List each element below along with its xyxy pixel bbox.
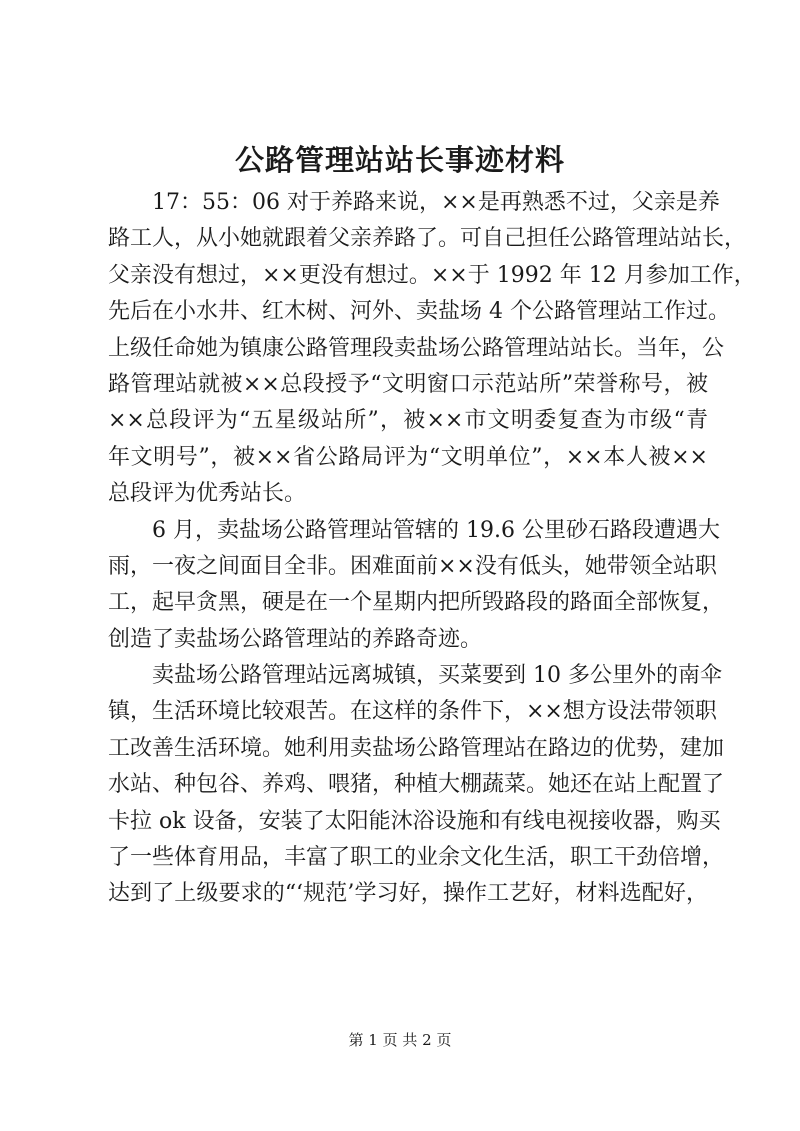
text-line: 雨，一夜之间面目全非。困难面前××没有低头，她带领全站职 bbox=[108, 553, 717, 579]
text-line: 路管理站就被××总段授予“文明窗口示范站所”荣誉称号，被 bbox=[108, 371, 708, 397]
text-line: 达到了上级要求的“‘规范’学习好，操作工艺好，材料选配好， bbox=[108, 881, 708, 907]
document-title: 公路管理站站长事迹材料 bbox=[234, 143, 565, 177]
page-footer: 第 1 页 共 2 页 bbox=[348, 1031, 452, 1049]
text-line: 6 月，卖盐场公路管理站管辖的 19.6 公里砂石路段遭遇大 bbox=[152, 517, 720, 543]
text-line: 卡拉 ok 设备，安装了太阳能沐浴设施和有线电视接收器，购买 bbox=[108, 808, 721, 834]
paragraph bbox=[108, 513, 725, 659]
text-line: 17：55：06 对于养路来说，××是再熟悉不过，父亲是养 bbox=[152, 190, 720, 215]
paragraph bbox=[108, 658, 725, 913]
paragraph bbox=[108, 185, 756, 513]
text-line: 工改善生活环境。她利用卖盐场公路管理站在路边的优势，建加 bbox=[108, 735, 725, 761]
text-line: ××总段评为“五星级站所”，被××市文明委复查为市级“青 bbox=[108, 408, 708, 434]
text-line: 创造了卖盐场公路管理站的养路奇迹。 bbox=[108, 626, 483, 652]
text-line: 工，起早贪黑，硬是在一个星期内把所毁路段的路面全部恢复， bbox=[108, 590, 725, 616]
text-line: 路工人，从小她就跟着父亲养路了。可自己担任公路管理站站长， bbox=[108, 226, 747, 252]
text-line: 水站、种包谷、养鸡、喂猪，种植大棚蔬菜。她还在站上配置了 bbox=[108, 772, 725, 798]
text-line: 镇，生活环境比较艰苦。在这样的条件下，××想方设法带领职 bbox=[108, 699, 717, 725]
text-line: 总段评为优秀站长。 bbox=[108, 481, 307, 507]
text-line: 卖盐场公路管理站远离城镇，买菜要到 10 多公里外的南伞 bbox=[152, 663, 722, 689]
text-line: 年文明号”，被××省公路局评为“文明单位”，××本人被×× bbox=[108, 444, 708, 470]
text-line: 上级任命她为镇康公路管理段卖盐场公路管理站站长。当年，公 bbox=[108, 335, 725, 361]
text-line: 父亲没有想过，××更没有想过。××于 1992 年 12 月参加工作， bbox=[108, 262, 756, 288]
text-line: 了一些体育用品，丰富了职工的业余文化生活，职工干劲倍增， bbox=[108, 845, 725, 871]
text-line: 先后在小水井、红木树、河外、卖盐场 4 个公路管理站工作过。 bbox=[108, 299, 730, 325]
document-body bbox=[108, 185, 756, 913]
